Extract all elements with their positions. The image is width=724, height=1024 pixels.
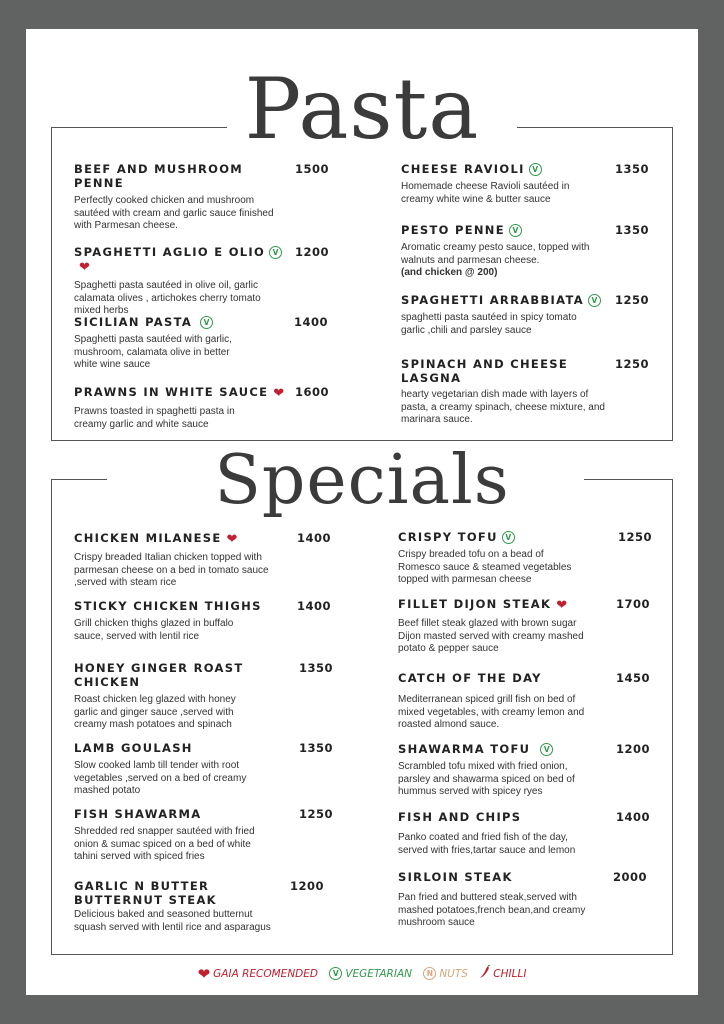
menu-item — [74, 807, 289, 864]
item-price: 1450 — [616, 671, 651, 685]
item-price: 1250 — [615, 357, 650, 371]
menu-item — [398, 530, 608, 587]
menu-item — [398, 597, 608, 656]
vegetarian-icon: V — [329, 967, 342, 980]
item-desc: Slow cooked lamb till tender with root vegetables ,served on a bed of creamy mashed potato — [74, 760, 247, 796]
vegetarian-icon: V — [502, 531, 515, 544]
menu-item — [401, 162, 611, 206]
menu-item — [74, 385, 289, 431]
item-price: 1400 — [297, 531, 332, 545]
item-name: SHAWARMA TOFU — [398, 742, 531, 756]
item-name: GARLIC N BUTTER BUTTERNUT STEAK — [74, 879, 217, 907]
heart-icon: ❤ — [197, 965, 211, 983]
item-desc: Spaghetti pasta sautéed in olive oil, garlic calamata olives , artichokes cherry tomato mixed herbs — [74, 280, 261, 316]
item-name: SPAGHETTI ARRABBIATA — [401, 293, 584, 307]
item-name: FISH AND CHIPS — [398, 810, 522, 824]
item-price: 1700 — [616, 597, 651, 611]
item-name: SIRLOIN STEAK — [398, 870, 513, 884]
item-price: 1200 — [290, 879, 325, 893]
item-desc: Pan fried and buttered steak,served with mashed potatoes,french bean,and creamy mushroom sauce — [398, 892, 586, 928]
heart-icon: ❤ — [226, 532, 238, 547]
menu-item — [74, 245, 296, 318]
item-desc: Prawns toasted in spaghetti pasta in creamy garlic and white sauce — [74, 406, 235, 430]
menu-item — [74, 315, 284, 372]
heart-icon: ❤ — [556, 598, 568, 613]
item-price: 1250 — [299, 807, 334, 821]
menu-item — [401, 357, 626, 427]
item-name: PESTO PENNE — [401, 223, 505, 237]
item-desc: Delicious baked and seasoned butternut squash served with lentil rice and asparagus — [74, 909, 271, 933]
item-price: 1200 — [295, 245, 330, 259]
item-name: SPINACH AND CHEESE LASGNA — [401, 357, 568, 385]
item-name: CATCH OF THE DAY — [398, 671, 542, 685]
menu-item — [398, 870, 608, 930]
item-name: HONEY GINGER ROAST CHICKEN — [74, 661, 244, 689]
item-price: 1350 — [299, 741, 334, 755]
menu-item — [74, 741, 289, 798]
menu-item — [74, 879, 289, 934]
vegetarian-icon: V — [509, 224, 522, 237]
heart-icon: ❤ — [273, 386, 285, 401]
pasta-title: Pasta — [244, 60, 480, 158]
legend-veg: VEGETARIAN — [345, 968, 412, 980]
item-desc: hearty vegetarian dish made with layers of pasta, a creamy spinach, cheese mixture, and marinara sauce. — [401, 389, 605, 425]
menu-item — [398, 742, 608, 799]
item-price: 1350 — [615, 223, 650, 237]
item-name: BEEF AND MUSHROOM PENNE — [74, 162, 244, 190]
menu-sheet — [26, 29, 698, 995]
item-name: SPAGHETTI AGLIO E OLIO — [74, 245, 266, 259]
specials-title: Specials — [214, 441, 510, 520]
item-name: FILLET DIJON STEAK — [398, 597, 552, 611]
vegetarian-icon: V — [529, 163, 542, 176]
menu-item — [398, 810, 608, 857]
chilli-icon — [479, 965, 491, 979]
legend-nuts: NUTS — [439, 968, 468, 980]
vegetarian-icon: V — [588, 294, 601, 307]
legend — [26, 965, 698, 983]
item-desc: Homemade cheese Ravioli sautéed in creamy white wine & butter sauce — [401, 181, 570, 205]
nuts-icon: N — [423, 967, 436, 980]
item-price: 1400 — [616, 810, 651, 824]
menu-item — [74, 661, 289, 732]
menu-item — [74, 162, 284, 233]
item-desc: spaghetti pasta sautéed in spicy tomato garlic ,chili and parsley sauce — [401, 312, 577, 336]
item-desc: Panko coated and fried fish of the day, served with fries,tartar sauce and lemon — [398, 832, 576, 856]
item-note: (and chicken @ 200) — [401, 267, 498, 278]
item-desc: Beef fillet steak glazed with brown sugar Dijon masted served with creamy mashed potato & pepper sauce — [398, 618, 584, 654]
item-desc: Grill chicken thighs glazed in buffalo sauce, served with lentil rice — [74, 618, 234, 642]
item-name: CRISPY TOFU — [398, 530, 498, 544]
item-name: LAMB GOULASH — [74, 741, 193, 755]
item-name: CHICKEN MILANESE — [74, 531, 222, 545]
item-desc: Spaghetti pasta sautéed with garlic, mushroom, calamata olive in better white wine sauce — [74, 334, 232, 370]
item-desc: Aromatic creamy pesto sauce, topped with walnuts and parmesan cheese. — [401, 242, 590, 266]
item-price: 1400 — [297, 599, 332, 613]
item-price: 1350 — [299, 661, 334, 675]
menu-item — [401, 293, 631, 337]
item-price: 2000 — [613, 870, 648, 884]
heart-icon: ❤ — [79, 260, 90, 275]
menu-item — [74, 599, 289, 643]
item-price: 1600 — [295, 385, 330, 399]
item-desc: Crispy breaded tofu on a bead of Romesco sauce & steamed vegetables topped with parmesan cheese — [398, 549, 572, 585]
menu-item — [401, 223, 611, 280]
menu-item — [74, 531, 289, 590]
item-name: STICKY CHICKEN THIGHS — [74, 599, 262, 613]
item-price: 1250 — [615, 293, 650, 307]
item-desc: Roast chicken leg glazed with honey garlic and ginger sauce ,served with creamy mash potatoes and spinach — [74, 694, 236, 730]
legend-chilli: CHILLI — [493, 968, 527, 980]
item-desc: Scrambled tofu mixed with fried onion, parsley and shawarma spiced on bed of hummus served with spicey ryes — [398, 761, 575, 797]
item-price: 1400 — [294, 315, 329, 329]
vegetarian-icon: V — [540, 743, 553, 756]
item-name: FISH SHAWARMA — [74, 807, 202, 821]
item-name: PRAWNS IN WHITE SAUCE — [74, 385, 269, 399]
item-desc: Crispy breaded Italian chicken topped with parmesan cheese on a bed in tomato sauce ,served with steam rice — [74, 552, 269, 588]
item-desc: Perfectly cooked chicken and mushroom sautéed with cream and garlic sauce finished with Parmesan cheese. — [74, 195, 274, 231]
item-name: SICILIAN PASTA — [74, 315, 193, 329]
vegetarian-icon: V — [200, 316, 213, 329]
item-desc: Shredded red snapper sautéed with fried onion & sumac spiced on a bed of white tahini served with spiced fries — [74, 826, 255, 862]
vegetarian-icon: V — [269, 246, 282, 259]
menu-item — [398, 671, 608, 732]
item-price: 1250 — [618, 530, 653, 544]
item-price: 1200 — [616, 742, 651, 756]
legend-gaia: GAIA RECOMENDED — [213, 968, 318, 980]
item-name: CHEESE RAVIOLI — [401, 162, 525, 176]
item-price: 1350 — [615, 162, 650, 176]
item-price: 1500 — [295, 162, 330, 176]
item-desc: Mediterranean spiced grill fish on bed of mixed vegetables, with creamy lemon and roasted almond sauce. — [398, 694, 585, 730]
